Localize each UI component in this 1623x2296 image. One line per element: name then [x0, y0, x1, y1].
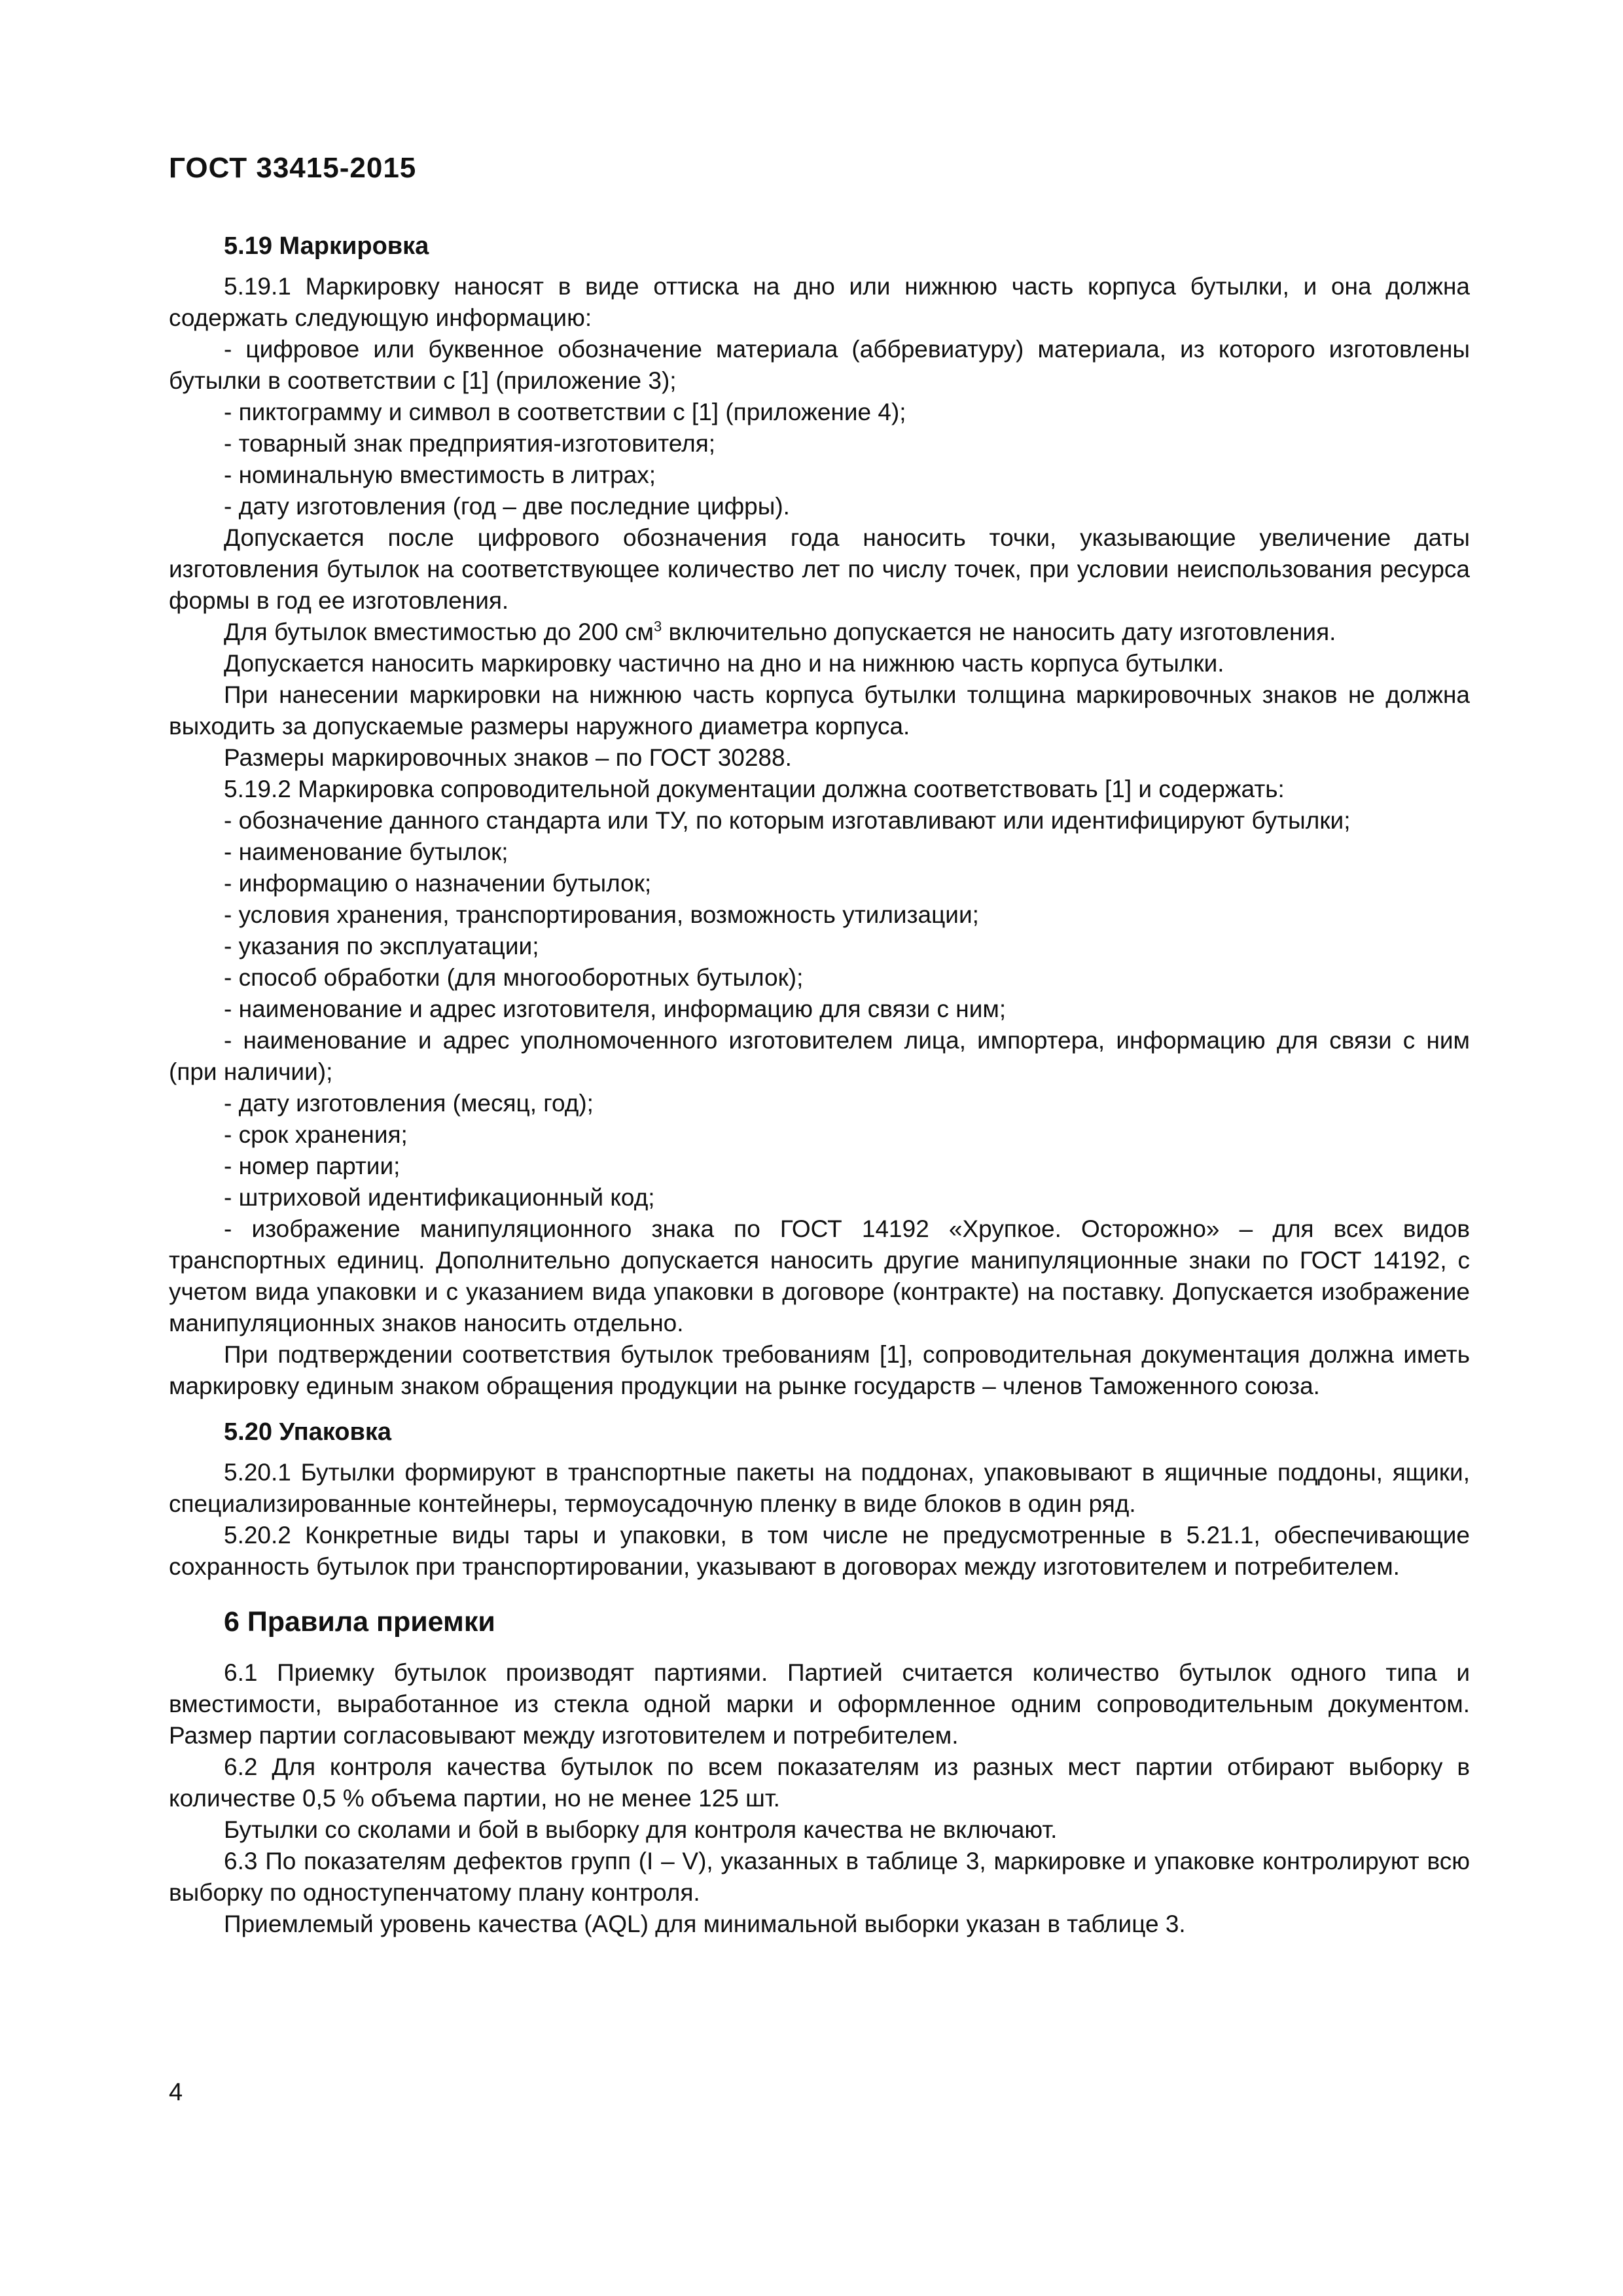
section-6-heading: 6 Правила приемки	[224, 1606, 495, 1638]
page-number: 4	[169, 2079, 183, 2106]
paragraph-5-20-2: 5.20.2 Конкретные виды тары и упаковки, в том числе не предусмотренные в 5.21.1, обеспечивающие сохранность бутылок при транспортировании, указывают в договорах между изготовителем и потребителем.	[169, 1522, 1470, 1580]
list-item: - наименование бутылок;	[224, 838, 508, 865]
list-item: - указания по эксплуатации;	[224, 933, 539, 960]
paragraph-aql: Приемлемый уровень качества (AQL) для минимальной выборки указан в таблице 3.	[224, 1910, 1186, 1937]
list-item: - номер партии;	[224, 1153, 401, 1179]
list-item: - способ обработки (для многооборотных бутылок);	[224, 964, 804, 991]
list-item: - штриховой идентификационный код;	[224, 1184, 655, 1211]
list-item: - информацию о назначении бутылок;	[224, 870, 652, 897]
paragraph-year-dots: Допускается после цифрового обозначения года наносить точки, указывающие увеличение даты изготовления бутылок на соответствующее количество лет по числу точек, при условии неиспользования ресурса формы в год ее изготовления.	[169, 524, 1470, 614]
paragraph-text: Для бутылок вместимостью до 200 см	[224, 619, 654, 645]
section-5-19-heading: 5.19 Маркировка	[224, 232, 429, 260]
list-item: - срок хранения;	[224, 1121, 408, 1148]
list-item: - дату изготовления (месяц, год);	[224, 1090, 594, 1117]
list-item: - номинальную вместимость в литрах;	[224, 461, 656, 488]
paragraph-text: включительно допускается не наносить дату изготовления.	[662, 619, 1336, 645]
list-item: - изображение манипуляционного знака по ГОСТ 14192 «Хрупкое. Осторожно» – для всех видов транспортных единиц. Дополнительно допускается наносить другие манипуляционные знаки по ГОСТ 14192, с учетом вида упаковки и с указанием вида упаковки в договоре (контракте) на поставку. Допускается изображение манипуляционных знаков наносить отдельно.	[169, 1215, 1470, 1336]
list-item: - условия хранения, транспортирования, возможность утилизации;	[224, 901, 979, 928]
paragraph-conformity: При подтверждении соответствия бутылок требованиям [1], сопроводительная документация должна иметь маркировку единым знаком обращения продукции на рынке государств – членов Таможенного союза.	[169, 1341, 1470, 1399]
paragraph-6-1: 6.1 Приемку бутылок производят партиями. Партией считается количество бутылок одного типа и вместимости, выработанное из стекла одной марки и оформленное одним сопроводительным документом. Размер партии согласовывают между изготовителем и потребителем.	[169, 1659, 1470, 1749]
list-item: - наименование и адрес изготовителя, информацию для связи с ним;	[224, 996, 1007, 1022]
document-code-header: ГОСТ 33415-2015	[169, 152, 417, 184]
list-item: - цифровое или буквенное обозначение материала (аббревиатуру) материала, из которого изготовлены бутылки в соответствии с [1] (приложение 3);	[169, 336, 1470, 394]
list-item: - товарный знак предприятия-изготовителя;	[224, 430, 716, 457]
document-body	[169, 230, 1470, 1940]
paragraph-marking-size: Размеры маркировочных знаков – по ГОСТ 30288.	[224, 744, 792, 771]
paragraph-5-20-1: 5.20.1 Бутылки формируют в транспортные пакеты на поддонах, упаковывают в ящичные поддоны, ящики, специализированные контейнеры, термоусадочную пленку в виде блоков в один ряд.	[169, 1459, 1470, 1517]
paragraph-6-3: 6.3 По показателям дефектов групп (I – V), указанных в таблице 3, маркировке и упаковке контролируют всю выборку по одноступенчатому плану контроля.	[169, 1848, 1470, 1906]
paragraph-marking-thickness: При нанесении маркировки на нижнюю часть корпуса бутылки толщина маркировочных знаков не должна выходить за допускаемые размеры наружного диаметра корпуса.	[169, 681, 1470, 740]
paragraph-6-2: 6.2 Для контроля качества бутылок по всем показателям из разных мест партии отбирают выборку в количестве 0,5 % объема партии, но не менее 125 шт.	[169, 1753, 1470, 1812]
paragraph-partial-marking: Допускается наносить маркировку частично на дно и на нижнюю часть корпуса бутылки.	[224, 650, 1224, 677]
section-5-20-heading: 5.20 Упаковка	[224, 1418, 392, 1446]
list-item: - наименование и адрес уполномоченного изготовителем лица, импортера, информацию для связи с ним (при наличии);	[169, 1027, 1470, 1085]
list-item: - пиктограмму и символ в соответствии с [1] (приложение 4);	[224, 399, 906, 425]
superscript: 3	[653, 618, 662, 635]
paragraph-5-19-1: 5.19.1 Маркировку наносят в виде оттиска на дно или нижнюю часть корпуса бутылки, и она должна содержать следующую информацию:	[169, 273, 1470, 331]
paragraph-5-19-2: 5.19.2 Маркировка сопроводительной документации должна соответствовать [1] и содержать:	[224, 776, 1285, 802]
paragraph-small-bottles	[169, 617, 1470, 648]
paragraph-chipped-bottles: Бутылки со сколами и бой в выборку для контроля качества не включают.	[224, 1816, 1058, 1843]
list-item: - дату изготовления (год – две последние цифры).	[224, 493, 790, 520]
list-item: - обозначение данного стандарта или ТУ, по которым изготавливают или идентифицируют бутылки;	[224, 807, 1351, 834]
